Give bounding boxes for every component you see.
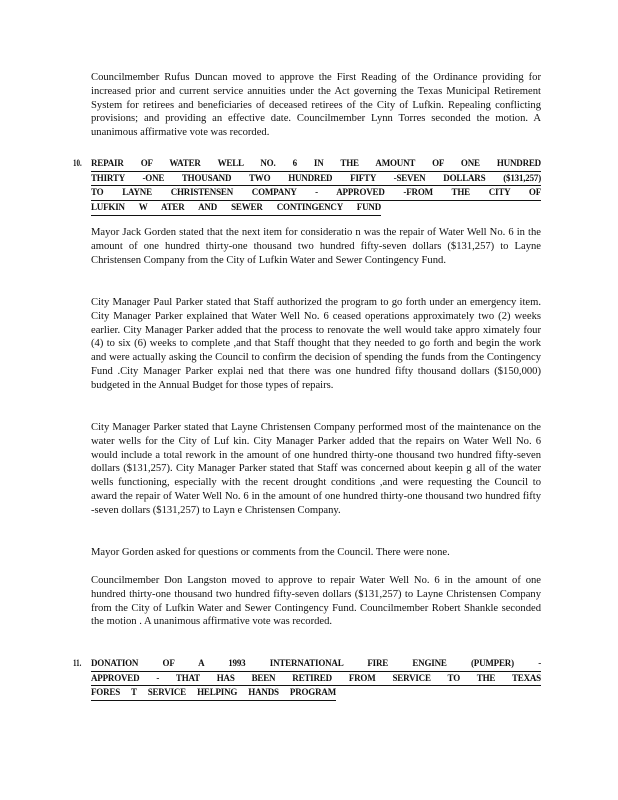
heading-line: FORES T SERVICE HELPING HANDS PROGRAM (91, 686, 336, 701)
item-number-10: 10. (73, 158, 82, 168)
item-number-11: 11. (73, 658, 82, 668)
heading-line: LUFKIN W ATER AND SEWER CONTINGENCY FUND (91, 201, 381, 216)
paragraph-ordinance-motion: Councilmember Rufus Duncan moved to approve the First Reading of the Ordinance providing for increased prior and current service annuities under the Act governing the Texas Municipal Retirement System for retirees and beneficiaries of deceased retirees of the City of Lufkin. Repealing conflicting provisions; and providing an effective date. Councilmember Lynn Torres seconded the motion. A unanimous affirmative vote was recorded. (91, 72, 541, 139)
item-heading-11 (91, 657, 541, 706)
paragraph-langston-motion: Councilmember Don Langston moved to approve to repair Water Well No. 6 in the amount of one hundred thirty-one thousand two hundred fifty-seven dollars ($131,257) to Layne Christensen Company from the City of Lufkin Water and Sewer Contingency Fund. Councilmember Robert Shankle seconded the motion . A unanimous affirmative vote was recorded. (91, 575, 541, 628)
heading-line: TO LAYNE CHRISTENSEN COMPANY - APPROVED -FROM THE CITY OF (91, 186, 541, 201)
heading-line: REPAIR OF WATER WELL NO. 6 IN THE AMOUNT OF ONE HUNDRED (91, 157, 541, 172)
paragraph-parker-layne: City Manager Parker stated that Layne Christensen Company performed most of the maintenance on the water wells for the City of Luf kin. City Manager Parker added that the repairs on Water Well No. 6 would include a total rework in the amount of one hundred thirty-one thousand two hundred fifty-seven dollars ($131,257). City Manager Parker stated that Staff was concerned about keepin g all of the water wells functioning, especially with the recent drought conditions ,and were requesting the Council to award the repair of Water Well No. 6 in the amount of one hundred thirty-one thousand two hundred fifty -seven dollars ($131,257) to Layn e Christensen Company. (91, 422, 541, 516)
heading-line: DONATION OF A 1993 INTERNATIONAL FIRE ENGINE (PUMPER) - (91, 657, 541, 672)
item-heading-10 (91, 157, 541, 221)
paragraph-parker-emergency: City Manager Paul Parker stated that Staff authorized the program to go forth under an emergency item. City Manager Parker explained that Water Well No. 6 ceased operations approximately two (2) weeks earlier. City Manager Parker added that the process to renovate the well would take appro ximately four (4) to six (6) weeks to complete ,and that Staff thought that they needed to go forth and begin the work and were actually asking the Council to confirm the decision of spending the funds from the Contingency Fund .City Manager Parker explai ned that there was one hundred fifty thousand dollars ($150,000) budgeted in the Annual Budget for those types of repairs. (91, 297, 541, 391)
heading-line: APPROVED - THAT HAS BEEN RETIRED FROM SERVICE TO THE TEXAS (91, 672, 541, 687)
paragraph-gorden-statement: Mayor Jack Gorden stated that the next item for consideratio n was the repair of Water Well No. 6 in the amount of one hundred thirty-one thousand two hundred fifty-seven dollars ($131,257) to Layne Christensen Company from the City of Lufkin Water and Sewer Contingency Fund. (91, 227, 541, 266)
heading-line: THIRTY -ONE THOUSAND TWO HUNDRED FIFTY -SEVEN DOLLARS ($131,257) (91, 172, 541, 187)
paragraph-questions: Mayor Gorden asked for questions or comments from the Council. There were none. (91, 547, 450, 558)
